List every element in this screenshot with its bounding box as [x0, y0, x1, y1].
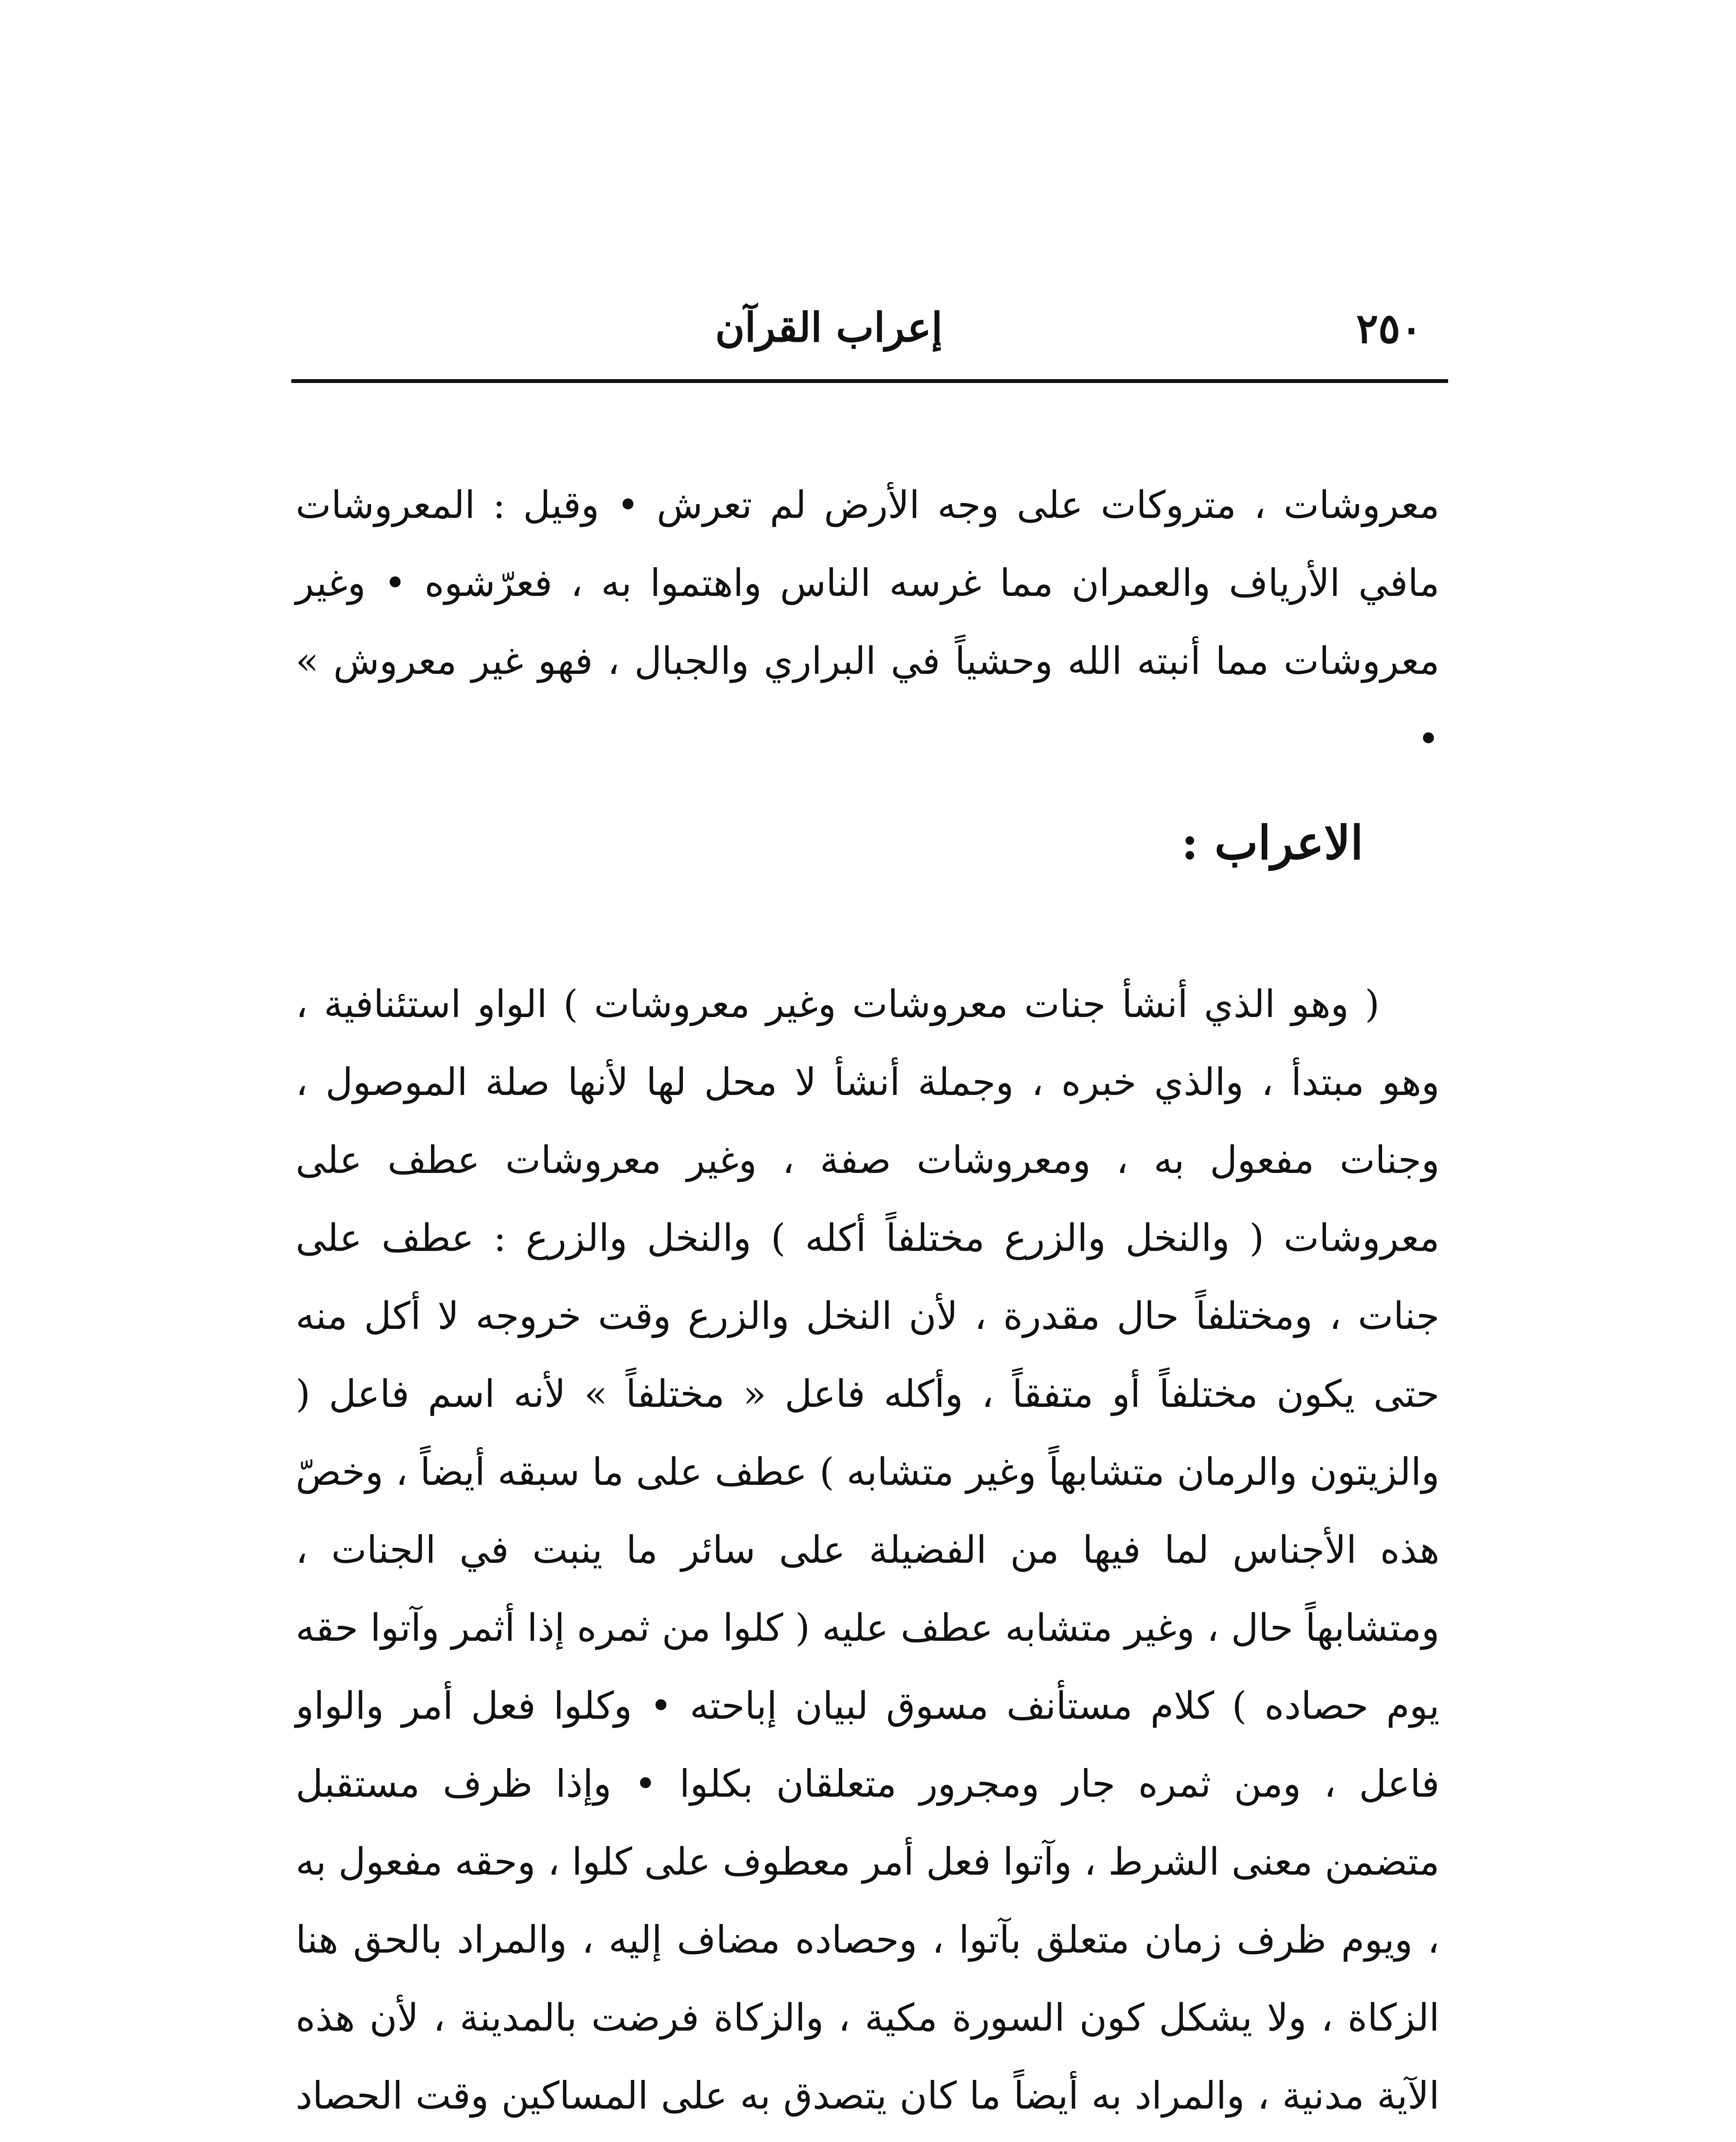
page-number: ٢٥٠: [1356, 304, 1422, 353]
page-header: [300, 296, 1440, 377]
running-title: إعراب القرآن: [715, 304, 943, 351]
analysis-paragraph: ( وهو الذي أنشأ جنات معروشات وغير معروشات ) الواو استئنافية ، وهو مبتدأ ، والذي خبره ، وجملة أنشأ لا محل لها لأنها صلة الموصول ، وجنات مفعول به ، ومعروشات صفة ، وغير معروشات عطف على معروشات ( والنخل والزرع مختلفاً أكله ) والنخل والزرع : عطف على جنات ، ومختلفاً حال مقدرة ، لأن النخل والزرع وقت خروجه لا أكل منه حتى يكون مختلفاً أو متفقاً ، وأكله فاعل « مختلفاً » لأنه اسم فاعل ( والزيتون والرمان متشابهاً وغير متشابه ) عطف على ما سبقه أيضاً ، وخصّ هذه الأجناس لما فيها من الفضيلة على سائر ما ينبت في الجنات ، ومتشابهاً حال ، وغير متشابه عطف عليه ( كلوا من ثمره إذا أثمر وآتوا حقه يوم حصاده ) كلام مستأنف مسوق لبيان إباحته • وكلوا فعل أمر والواو فاعل ، ومن ثمره جار ومجرور متعلقان بكلوا • وإذا ظرف مستقبل متضمن معنى الشرط ، وآتوا فعل أمر معطوف على كلوا ، وحقه مفعول به ، ويوم ظرف زمان متعلق بآتوا ، وحصاده مضاف إليه ، والمراد بالحق هنا الزكاة ، ولا يشكل كون السورة مكية ، والزكاة فرضت بالمدينة ، لأن هذه الآية مدنية ، والمراد به أيضاً ما كان يتصدق به على المساكين وقت الحصاد: [296, 982, 1440, 2118]
header-rule: [291, 379, 1448, 383]
intro-paragraph: معروشات ، متروكات على وجه الأرض لم تعرش • وقيل : المعروشات مافي الأرياف والعمران مما غرسه الناس واهتموا به ، فعرّشوه • وغير معروشات مما أنبته الله وحشياً في البراري والجبال ، فهو غير معروش » •: [296, 483, 1440, 761]
section-heading: الاعراب :: [1181, 816, 1363, 870]
